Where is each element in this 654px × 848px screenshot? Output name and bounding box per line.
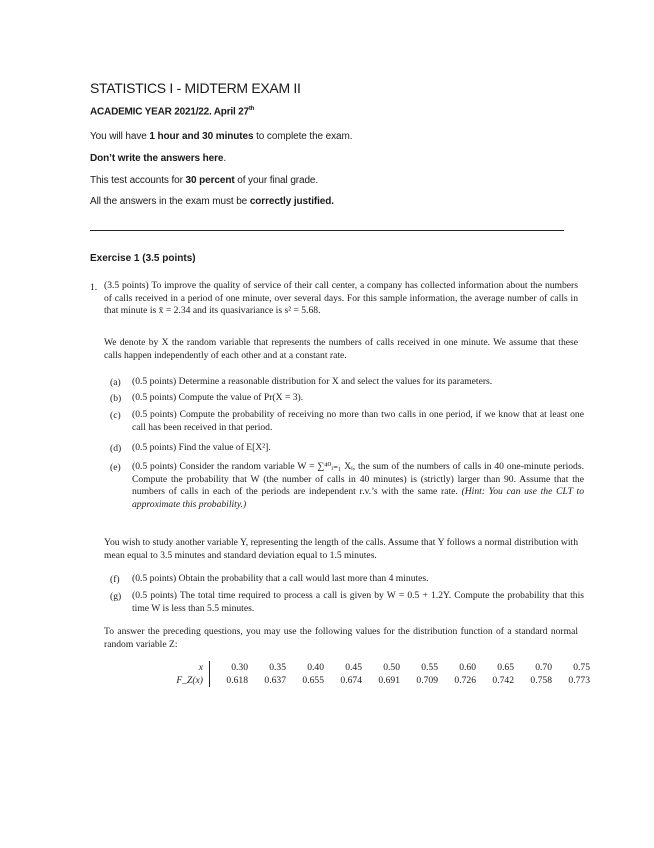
exercise-heading: Exercise 1 (3.5 points) [90, 253, 196, 264]
item-g-text: (0.5 points) The total time required to process a call is given by W = 0.5 + 1.2Y. Compute the probability that this time W is less than 5.5 minutes. [132, 590, 584, 614]
table-cell: 0.70 [535, 662, 552, 673]
academic-year-text: ACADEMIC YEAR 2021/22. April 27 [90, 106, 249, 118]
row-x-label: x [165, 661, 210, 674]
intro-duration-post: to complete the exam. [253, 131, 353, 142]
table-cell: 0.60 [459, 662, 476, 673]
table-cell: 0.726 [454, 675, 476, 686]
question-number: 1. [90, 282, 98, 293]
exam-title: STATISTICS I - MIDTERM EXAM II [90, 80, 301, 96]
intro-no-answers [90, 153, 226, 164]
intro-weight-pre: This test accounts for [90, 175, 186, 186]
intro-duration-pre: You will have [90, 131, 150, 142]
table-cell: 0.709 [416, 675, 438, 686]
item-d-label: (d) [110, 443, 122, 454]
intro-justify-bold: correctly justified. [249, 196, 334, 207]
table-cell: 0.742 [492, 675, 514, 686]
intro-weight-bold: 30 percent [185, 175, 235, 186]
table-cell: 0.691 [378, 675, 400, 686]
exercise-paragraph-1: (3.5 points) To improve the quality of service of their call center, a company has collected information about the numbers of calls received in a period of one minute, over several days. For this sample information, the average number of calls in that minute is x̄ = 2.34 and its quasivariance is s² = 5.68. [104, 280, 578, 317]
item-d-text: (0.5 points) Find the value of E[X²]. [132, 442, 271, 453]
table-cell: 0.40 [307, 662, 324, 673]
table-cell: 0.758 [530, 675, 552, 686]
item-f-label: (f) [110, 574, 120, 585]
item-c-text: (0.5 points) Compute the probability of receiving no more than two calls in one period, if we know that at least one call has been received in that period. [132, 409, 584, 433]
table-row [165, 661, 590, 674]
item-b-text: (0.5 points) Compute the value of Pr(X = 3). [132, 392, 304, 403]
exercise-paragraph-4: To answer the preceding questions, you may use the following values for the distribution function of a standard normal random variable Z: [104, 626, 578, 650]
item-e-text [132, 461, 584, 511]
intro-justify-pre: All the answers in the exam must be [90, 196, 250, 207]
table-cell: 0.65 [497, 662, 514, 673]
exercise-paragraph-3: You wish to study another variable Y, representing the length of the calls. Assume that Y follows a normal distribution with mean equal to 3.5 minutes and standard deviation equal to 1.5 minutes. [104, 537, 578, 561]
item-e-body: (0.5 points) Consider the random variable W = ∑⁴⁰ᵢ₌₁ Xᵢ, the sum of the numbers of calls in 40 one-minute periods. Compute the probability that W (the number of calls in 40 minutes) is (strictly) larger than 90. Assume that the numbers of calls in each of the periods are independent r.v.’s with the same rate. [132, 461, 584, 498]
academic-year [90, 106, 254, 117]
item-f-text: (0.5 points) Obtain the probability that a call would last more than 4 minutes. [132, 573, 429, 584]
intro-weight-post: of your final grade. [234, 175, 319, 186]
intro-no-answers-post: . [223, 153, 227, 164]
horizontal-divider [90, 230, 564, 231]
normal-distribution-table [165, 661, 590, 687]
table-cell: 0.55 [421, 662, 438, 673]
table-cell: 0.35 [269, 662, 286, 673]
item-g-label: (g) [110, 591, 122, 602]
table-cell: 0.50 [383, 662, 400, 673]
table-cell: 0.75 [573, 662, 590, 673]
table-cell: 0.773 [568, 675, 590, 686]
item-a-label: (a) [110, 377, 121, 388]
item-e-label: (e) [110, 462, 121, 473]
table-cell: 0.618 [226, 675, 248, 686]
item-c-label: (c) [110, 410, 121, 421]
table-row [165, 674, 590, 687]
table-cell: 0.45 [345, 662, 362, 673]
intro-weight [90, 175, 318, 186]
intro-duration-bold: 1 hour and 30 minutes [149, 131, 254, 142]
table-cell: 0.674 [340, 675, 362, 686]
table-cell: 0.655 [302, 675, 324, 686]
exercise-paragraph-2: We denote by X the random variable that represents the numbers of calls received in one minute. We assume that these calls happen independently of each other and at a constant rate. [104, 337, 578, 361]
row-f-label: F_Z(x) [165, 674, 210, 687]
table-cell: 0.30 [231, 662, 248, 673]
item-a-text: (0.5 points) Determine a reasonable distribution for X and select the values for its parameters. [132, 376, 493, 387]
intro-justify [90, 196, 334, 207]
date-suffix: th [248, 106, 255, 112]
intro-duration [90, 131, 352, 142]
item-b-label: (b) [110, 393, 122, 404]
item-e-hint: (Hint: You can use the CLT to approximate this probability.) [132, 486, 585, 510]
intro-no-answers-bold: Don’t write the answers here [90, 153, 224, 164]
table-cell: 0.637 [264, 675, 286, 686]
